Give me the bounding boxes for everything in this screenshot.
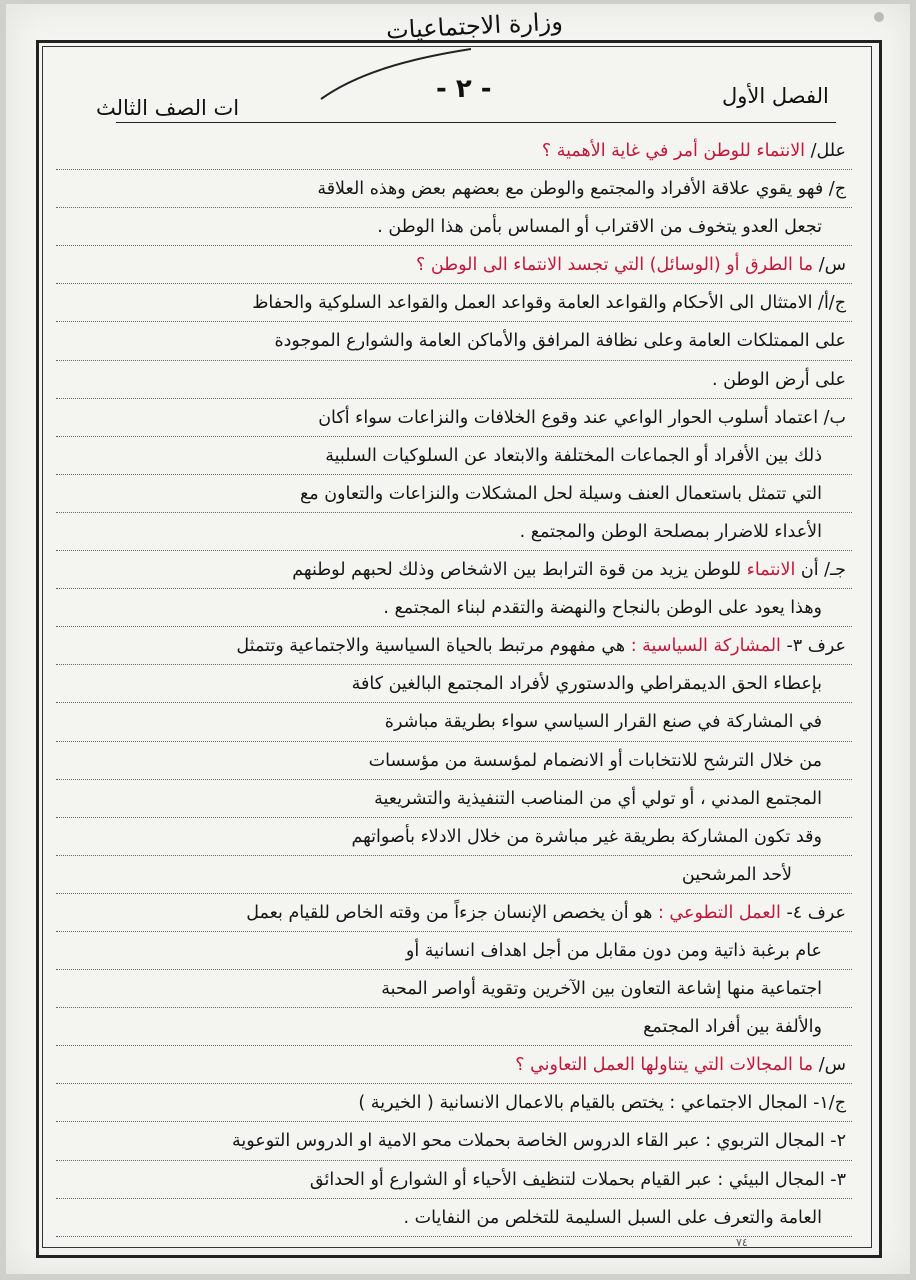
- note-line: [56, 818, 852, 856]
- line-marker: جـ/: [818, 560, 846, 581]
- note-line: [56, 475, 852, 513]
- line-text: على الممتلكات العامة وعلى نظافة المرافق والأماكن العامة والشوارع الموجودة: [274, 331, 846, 352]
- note-line: [56, 742, 852, 780]
- binder-hole: [874, 12, 884, 22]
- chapter-label: الفصل الأول: [722, 84, 829, 108]
- line-marker: ج/أ/: [812, 293, 846, 314]
- note-line: [56, 589, 852, 627]
- note-line: [56, 665, 852, 703]
- line-text: العامة والتعرف على السبل السليمة للتخلص من النفايات .: [403, 1207, 822, 1228]
- line-marker: عرف ٤-: [780, 902, 846, 923]
- line-marker: س/: [813, 1055, 846, 1076]
- line-text: لأحد المرشحين: [681, 864, 792, 885]
- note-line: [56, 513, 852, 551]
- line-text: الأعداء للاضرار بمصلحة الوطن والمجتمع .: [519, 521, 822, 542]
- notes-body: [56, 132, 852, 1237]
- note-line: [56, 1008, 852, 1046]
- note-line: [56, 284, 852, 322]
- line-text: في المشاركة في صنع القرار السياسي سواء بطريقة مباشرة: [384, 712, 822, 733]
- line-marker: س/: [813, 255, 846, 276]
- line-text: من خلال الترشح للانتخابات أو الانضمام لمؤسسة من مؤسسات: [368, 750, 822, 771]
- note-line: [56, 970, 852, 1008]
- note-line: [56, 322, 852, 360]
- line-text: المشاركة السياسية : هي مفهوم مرتبط بالحياة السياسية والاجتماعية وتتمثل: [236, 636, 781, 657]
- note-line: [56, 856, 852, 894]
- note-line: [56, 361, 852, 399]
- grade-label: ات الصف الثالث: [96, 96, 240, 120]
- note-line: [56, 1122, 852, 1160]
- note-line: [56, 703, 852, 741]
- line-text: على أرض الوطن .: [711, 369, 846, 390]
- line-marker: علل/: [805, 141, 846, 161]
- line-text: المجتمع المدني ، أو تولي أي من المناصب التنفيذية والتشريعية: [374, 788, 822, 809]
- note-line: [56, 932, 852, 970]
- line-text: والألفة بين أفراد المجتمع: [643, 1017, 822, 1038]
- note-line: [56, 246, 852, 284]
- footer-mark: ٧٤: [736, 1236, 748, 1249]
- line-text: ما المجالات التي يتناولها العمل التعاوني ؟: [515, 1055, 814, 1076]
- line-text: المجال الاجتماعي : يختص بالقيام بالاعمال الانسانية ( الخيرية ): [358, 1093, 808, 1114]
- line-text: المجال التربوي : عبر القاء الدروس الخاصة بحملات محو الامية او الدروس التوعوية: [231, 1131, 825, 1152]
- line-marker: عرف ٣-: [780, 636, 846, 657]
- line-text: التي تتمثل باستعمال العنف وسيلة لحل المشكلات والنزاعات والتعاون مع: [299, 483, 822, 504]
- note-line: [56, 627, 852, 665]
- line-text: ذلك بين الأفراد أو الجماعات المختلفة والابتعاد عن السلوكيات السلبية: [325, 445, 822, 466]
- note-line: [56, 1199, 852, 1237]
- line-marker: ٣-: [824, 1169, 846, 1190]
- line-text: الانتماء للوطن أمر في غاية الأهمية ؟: [541, 141, 806, 161]
- line-text: العمل التطوعي : هو أن يخصص الإنسان جزءاً من وقته الخاص للقيام بعمل: [246, 902, 781, 923]
- line-text: الامتثال الى الأحكام والقواعد العامة وقواعد العمل والقواعد السلوكية والحفاظ: [252, 293, 813, 314]
- line-marker: ٢-: [824, 1131, 846, 1152]
- note-line: [56, 894, 852, 932]
- highlighted-term: الانتماء: [746, 560, 796, 581]
- highlighted-term: العمل التطوعي :: [657, 902, 781, 923]
- line-text: أن الانتماء للوطن يزيد من قوة الترابط بين الاشخاص وذلك لحبهم لوطنهم: [292, 560, 819, 581]
- note-line: [56, 399, 852, 437]
- line-marker: ب/: [818, 407, 846, 428]
- line-text: ما الطرق أو (الوسائل) التي تجسد الانتماء الى الوطن ؟: [416, 255, 814, 276]
- page-number: - ٢ -: [436, 74, 492, 104]
- line-text: وهذا يعود على الوطن بالنجاح والنهضة والتقدم لبناء المجتمع .: [383, 598, 822, 619]
- notebook-page: [6, 4, 910, 1274]
- highlighted-term: المشاركة السياسية :: [630, 636, 781, 657]
- line-text: المجال البيئي : عبر القيام بحملات لتنظيف الأحياء أو الشوارع أو الحدائق: [309, 1169, 825, 1190]
- note-line: [56, 1046, 852, 1084]
- line-text: اعتماد أسلوب الحوار الواعي عند وقوع الخلافات والنزاعات سواء أكان: [318, 407, 819, 428]
- note-line: [56, 780, 852, 818]
- header-rule: [116, 122, 836, 123]
- ministry-heading: وزارة الاجتماعيات: [385, 7, 564, 45]
- line-text: فهو يقوي علاقة الأفراد والمجتمع والوطن مع بعضهم بعض وهذه العلاقة: [317, 179, 824, 200]
- note-line: [56, 208, 852, 246]
- note-line: [56, 170, 852, 208]
- note-line: [56, 1161, 852, 1199]
- note-line: [56, 1084, 852, 1122]
- line-text: تجعل العدو يتخوف من الاقتراب أو المساس بأمن هذا الوطن .: [377, 217, 822, 238]
- line-text: بإعطاء الحق الديمقراطي والدستوري لأفراد المجتمع البالغين كافة: [351, 674, 822, 695]
- line-marker: ج/١-: [807, 1093, 846, 1114]
- line-text: اجتماعية منها إشاعة التعاون بين الآخرين وتقوية أواصر المحبة: [381, 979, 822, 1000]
- note-line: [56, 132, 852, 170]
- note-line: [56, 437, 852, 475]
- line-text: وقد تكون المشاركة بطريقة غير مباشرة من خلال الادلاء بأصواتهم: [351, 826, 822, 847]
- note-line: [56, 551, 852, 589]
- line-marker: ج/: [823, 179, 846, 200]
- line-text: عام برغبة ذاتية ومن دون مقابل من أجل اهداف انسانية أو: [405, 940, 822, 961]
